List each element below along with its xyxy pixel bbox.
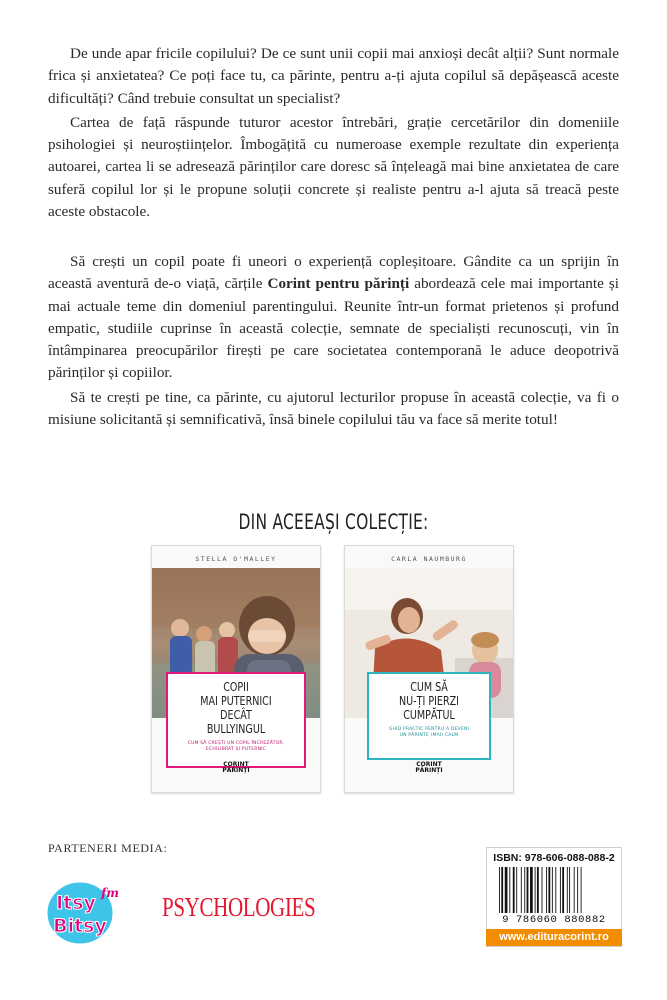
barcode-bar <box>509 867 510 913</box>
itsy-text: Itsy <box>56 892 96 914</box>
barcode-bar <box>567 867 568 913</box>
book-title: CUM SĂ NU-ȚI PIERZI CUMPĂTUL <box>399 679 459 722</box>
book-author: CARLA NAUMBURG <box>391 555 467 563</box>
psychologies-logo: PSYCHOLOGIES <box>162 892 316 922</box>
barcode-bar <box>562 867 564 913</box>
fm-text: fm <box>101 886 119 900</box>
barcode-bar <box>577 867 578 913</box>
book-cover-cumpatul <box>344 545 514 793</box>
barcode-bar <box>581 867 582 913</box>
book-title-box <box>166 672 306 768</box>
barcode-bar <box>548 867 550 913</box>
barcode-bar <box>569 867 570 913</box>
book-title: COPII MAI PUTERNICI DECÂT BULLYINGUL <box>200 679 272 736</box>
barcode-bar <box>560 867 561 913</box>
collection-text: abordează cele mai importante și mai actuale teme din domeniul parentingului. Reunite într-un format prietenos și profund empatic, studiile cuprinse în această colecție, semnate de specialiști recunoscuți, vin în întâmpinarea preocupărilor firești pe care societatea contemporană le aduce deopotrivă părinților și copiilor. <box>48 275 619 382</box>
barcode-bar <box>527 867 529 913</box>
barcode-bar <box>574 867 575 913</box>
barcode-bar <box>499 867 500 913</box>
barcode-bar <box>530 867 533 913</box>
barcode-bar <box>555 867 556 913</box>
intro-paragraph: De unde apar fricile copilului? De ce sunt unii copii mai anxioși decât alții? Sunt normale frica și anxietatea? Ce poți face tu, ca părinte, pentru a-ți ajuta copilul să depășească aceste dificultăți? Când trebuie consultat un specialist? <box>48 45 619 107</box>
barcode-bar <box>552 867 553 913</box>
bitsy-text: Bitsy <box>53 915 107 937</box>
barcode-bar <box>505 867 508 913</box>
barcode-bar <box>546 867 547 913</box>
barcode-bar <box>516 867 517 913</box>
collection-paragraph: Să te crești pe tine, ca părinte, cu ajutorul lecturilor propuse în această colecție, va fi o misiune solicitantă și semnificativă, însă binele copilului tău va face să merite totul! <box>48 388 619 429</box>
barcode-bar <box>513 867 515 913</box>
same-collection-heading: DIN ACEEAȘI COLECȚIE: <box>238 510 429 534</box>
intro-text-block <box>48 43 619 223</box>
corint-parinti-logo: CORINT PĂRINȚI <box>222 761 250 774</box>
collection-text-block <box>48 251 619 431</box>
isbn-number: ISBN: 978-606-088-088-2 <box>493 852 615 864</box>
media-partners-label: PARTENERI MEDIA: <box>48 841 168 855</box>
barcode-bar <box>524 867 525 913</box>
barcode <box>495 867 615 913</box>
book-title-box <box>367 672 491 760</box>
corint-parinti-logo: CORINT PĂRINȚI <box>415 761 443 774</box>
publisher-website: www.edituracorint.ro <box>486 929 622 946</box>
barcode-digits: 9 786060 880882 <box>502 914 606 926</box>
barcode-bar <box>521 867 522 913</box>
collection-paragraph <box>48 251 619 385</box>
book-cover-bullying <box>151 545 321 793</box>
itsy-bitsy-fm-logo <box>44 875 129 948</box>
barcode-bar <box>542 867 543 913</box>
collection-text: Să crești un copil poate fi uneori o experiență copleșitoare. Gândite ca un sprijin în această aventură de-o viață, cărțile <box>48 253 619 293</box>
series-name: Corint pentru părinți <box>267 275 410 293</box>
book-author: STELLA O'MALLEY <box>195 555 277 563</box>
barcode-bar <box>501 867 503 913</box>
intro-paragraph: Cartea de față răspunde tuturor acestor întrebări, grație cercetărilor din domeniile psihologiei și neuroștiințelor. Îmbogățită cu numeroase exemple rezultate din experiența autoarei, cartea li se adresează părinților care doresc să înțeleagă mai bine anxietatea de care suferă copilul lor și le propune soluții concrete și realiste pentru a-l ajuta să treacă peste aceste obstacole. <box>48 113 619 221</box>
barcode-bar <box>537 867 539 913</box>
book-subtitle: GHID PRACTIC PENTRU A DEVENI UN PĂRINTE (MAI) CALM <box>388 727 470 738</box>
barcode-bar <box>535 867 536 913</box>
book-subtitle: CUM SĂ CREȘTI UN COPIL ÎNCREZĂTOR, ECHILIBRAT ȘI PUTERNIC <box>187 741 285 752</box>
